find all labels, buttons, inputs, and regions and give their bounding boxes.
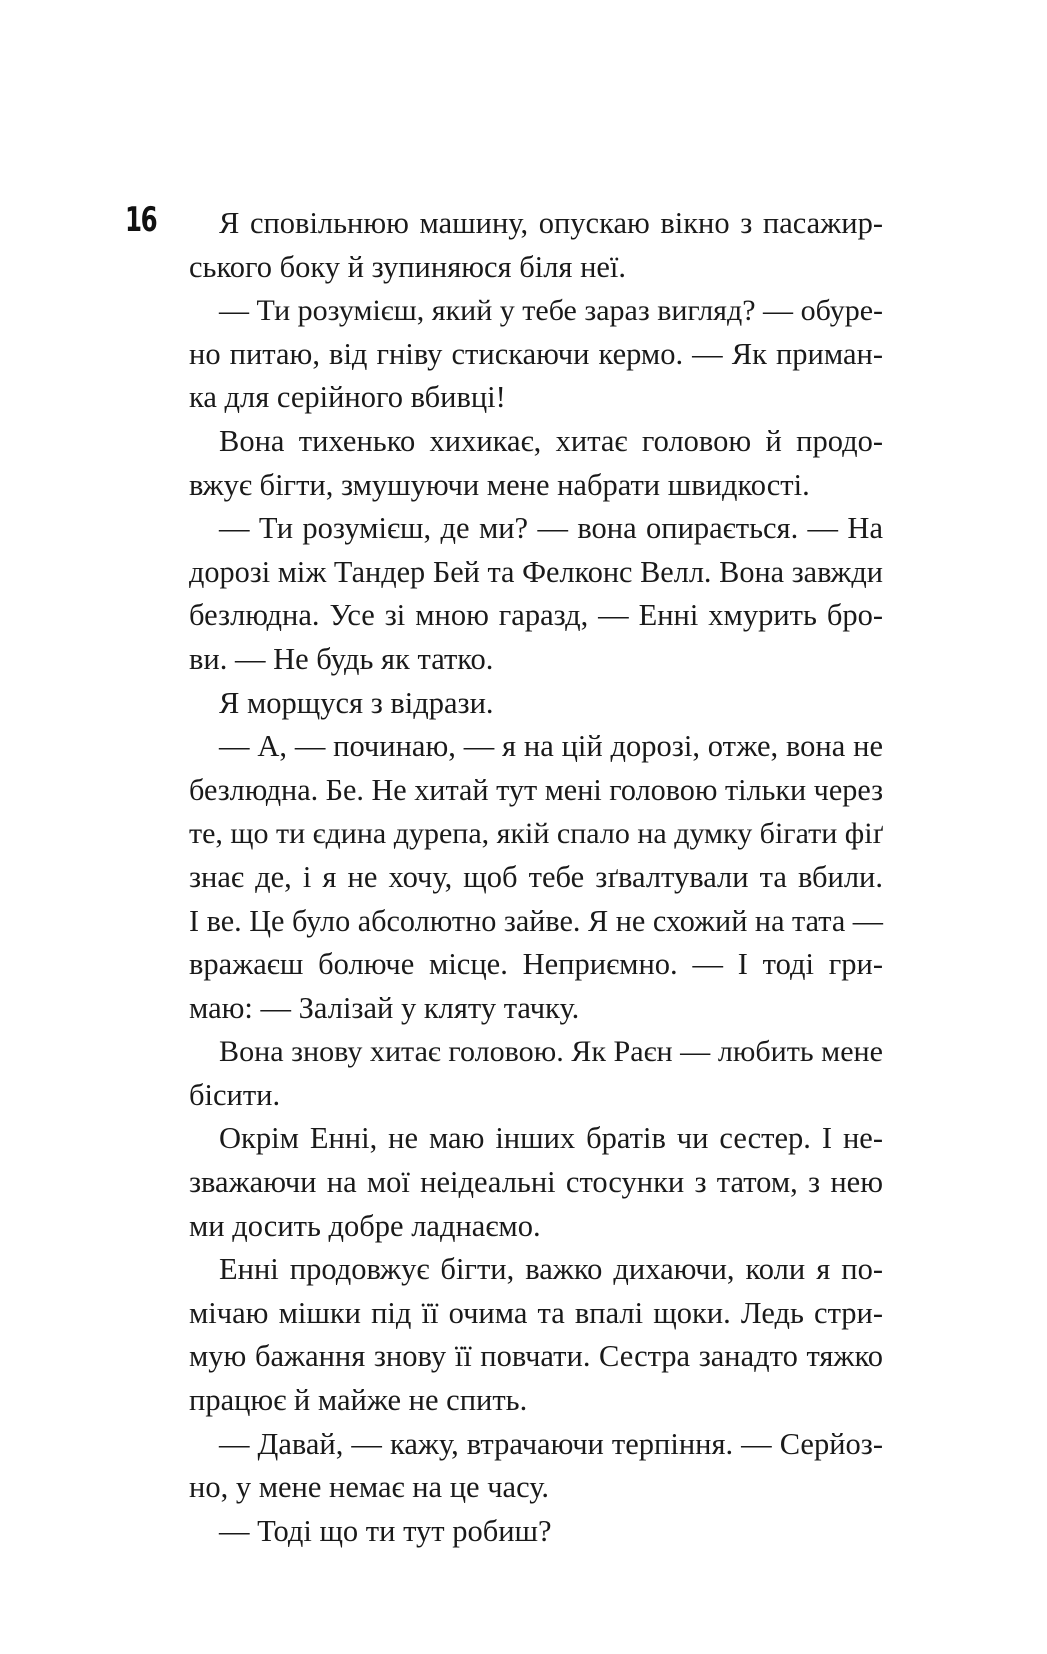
text-line: Вона знову хитає головою. Як Раєн — любить мене xyxy=(219,1034,883,1069)
text-line: вражаєш болюче місце. Неприємно. — І тоді гри- xyxy=(189,947,883,982)
text-line: знає де, і я не хочу, щоб тебе зґвалтували та вбили. xyxy=(189,859,883,894)
text-line: безлюдна. Усе зі мною гаразд, — Енні хмурить бро- xyxy=(189,598,883,633)
text-line: безлюдна. Бе. Не хитай тут мені головою тільки через xyxy=(189,772,884,807)
text-line: Я сповільнюю машину, опускаю вікно з пасажир- xyxy=(219,206,883,240)
page-number: 16 xyxy=(125,200,157,240)
text-line: дорозі між Тандер Бей та Фелконс Велл. Вона завжди xyxy=(189,554,883,589)
text-line: ського боку й зупиняюся біля неї. xyxy=(189,249,627,284)
text-line: ми досить добре ладнаємо. xyxy=(189,1208,541,1243)
text-line: но, у мене немає на це часу. xyxy=(189,1470,550,1505)
text-line: — Ти розумієш, який у тебе зараз вигляд? — обуре- xyxy=(219,294,883,328)
text-line: — Ти розумієш, де ми? — вона опирається. — На xyxy=(219,511,883,546)
body-text xyxy=(189,202,883,1553)
text-line: — А, — починаю, — я на цій дорозі, отже, вона не xyxy=(219,729,883,764)
text-line: но питаю, від гніву стискаючи кермо. — Як приман- xyxy=(189,336,883,371)
text-line: ви. — Не будь як татко. xyxy=(189,641,494,676)
text-line: ка для серійного вбивці! xyxy=(189,380,506,415)
text-line: те, що ти єдина дурепа, якій спало на думку бігати фіґ xyxy=(189,817,884,851)
text-line: зважаючи на мої неідеальні стосунки з татом, з нею xyxy=(189,1165,883,1200)
text-line: Окрім Енні, не маю інших братів чи сестер. І не- xyxy=(219,1121,883,1156)
text-line: Вона тихенько хихикає, хитає головою й продо- xyxy=(219,423,883,458)
text-line: мічаю мішки під її очима та впалі щоки. Ледь стри- xyxy=(189,1295,883,1330)
text-line: вжує бігти, змушуючи мене набрати швидкості. xyxy=(189,467,810,502)
text-line: Енні продовжує бігти, важко дихаючи, коли я по- xyxy=(219,1252,883,1287)
text-line: Я морщуся з відрази. xyxy=(219,685,494,720)
text-line: бісити. xyxy=(189,1077,281,1112)
text-line: мую бажання знову її повчати. Сестра занадто тяжко xyxy=(189,1339,883,1374)
text-line: — Тоді що ти тут робиш? xyxy=(219,1513,552,1548)
text-line: працює й майже не спить. xyxy=(189,1383,528,1418)
text-line: І ве. Це було абсолютно зайве. Я не схожий на тата — xyxy=(189,903,883,938)
text-line: — Давай, — кажу, втрачаючи терпіння. — Серйоз- xyxy=(219,1426,883,1461)
text-line: маю: — Залізай у кляту тачку. xyxy=(189,990,580,1025)
